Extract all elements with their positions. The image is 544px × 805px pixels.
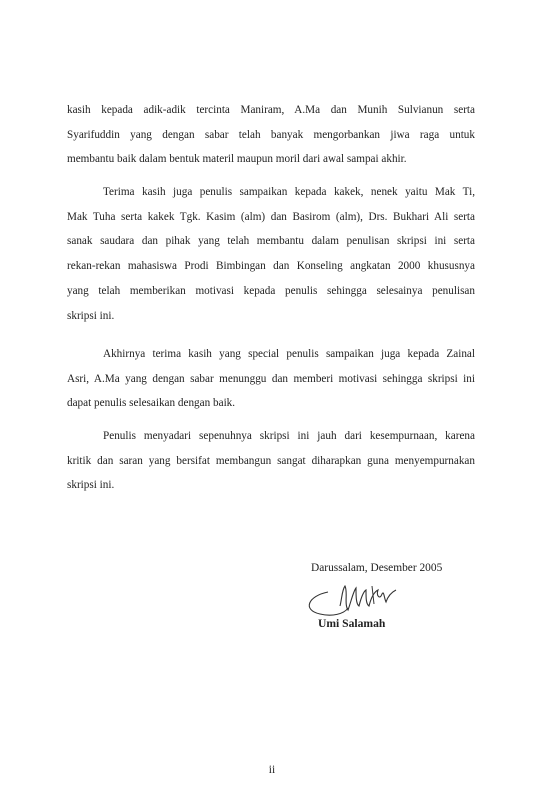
text-line: skripsi ini. xyxy=(67,309,115,322)
text-line: kasih kepada adik-adik tercinta Maniram, A.Ma dan Munih Sulvianun serta xyxy=(67,104,475,116)
text-line: Terima kasih juga penulis sampaikan kepada kakek, nenek yaitu Mak Ti, xyxy=(103,186,475,198)
text-line: yang telah memberikan motivasi kepada penulis sehingga selesainya penulisan xyxy=(67,284,475,297)
text-line: kritik dan saran yang bersifat membangun sangat diharapkan guna menyempurnakan xyxy=(67,454,475,467)
text-line: rekan-rekan mahasiswa Prodi Bimbingan dan Konseling angkatan 2000 khususnya xyxy=(67,260,475,273)
paragraph-acknowledgement-special xyxy=(67,342,475,416)
signer-name: Umi Salamah xyxy=(318,617,386,630)
text-line: Penulis menyadari sepenuhnya skripsi ini jauh dari kesempurnaan, karena xyxy=(103,430,475,442)
text-line: membantu baik dalam bentuk materil maupun moril dari awal sampai akhir. xyxy=(67,153,407,166)
text-line: Asri, A.Ma yang dengan sabar menunggu dan memberi motivasi sehingga skripsi ini xyxy=(67,372,475,385)
paragraph-closing-remark xyxy=(67,424,475,498)
text-line: dapat penulis selesaikan dengan baik. xyxy=(67,397,236,410)
text-line: Syarifuddin yang dengan sabar telah banyak mengorbankan jiwa raga untuk xyxy=(67,128,475,141)
place-date: Darussalam, Desember 2005 xyxy=(311,562,443,574)
paragraph-acknowledgement-siblings xyxy=(67,98,475,172)
page-number: ii xyxy=(268,764,276,776)
text-line: Akhirnya terima kasih yang special penulis sampaikan juga kepada Zainal xyxy=(103,348,475,360)
text-line: skripsi ini. xyxy=(67,479,115,492)
paragraph-acknowledgement-family xyxy=(67,180,475,328)
text-line: Mak Tuha serta kakek Tgk. Kasim (alm) dan Basirom (alm), Drs. Bukhari Ali serta xyxy=(67,210,475,223)
text-line: sanak saudara dan pihak yang telah membantu dalam penulisan skripsi ini serta xyxy=(67,235,475,248)
